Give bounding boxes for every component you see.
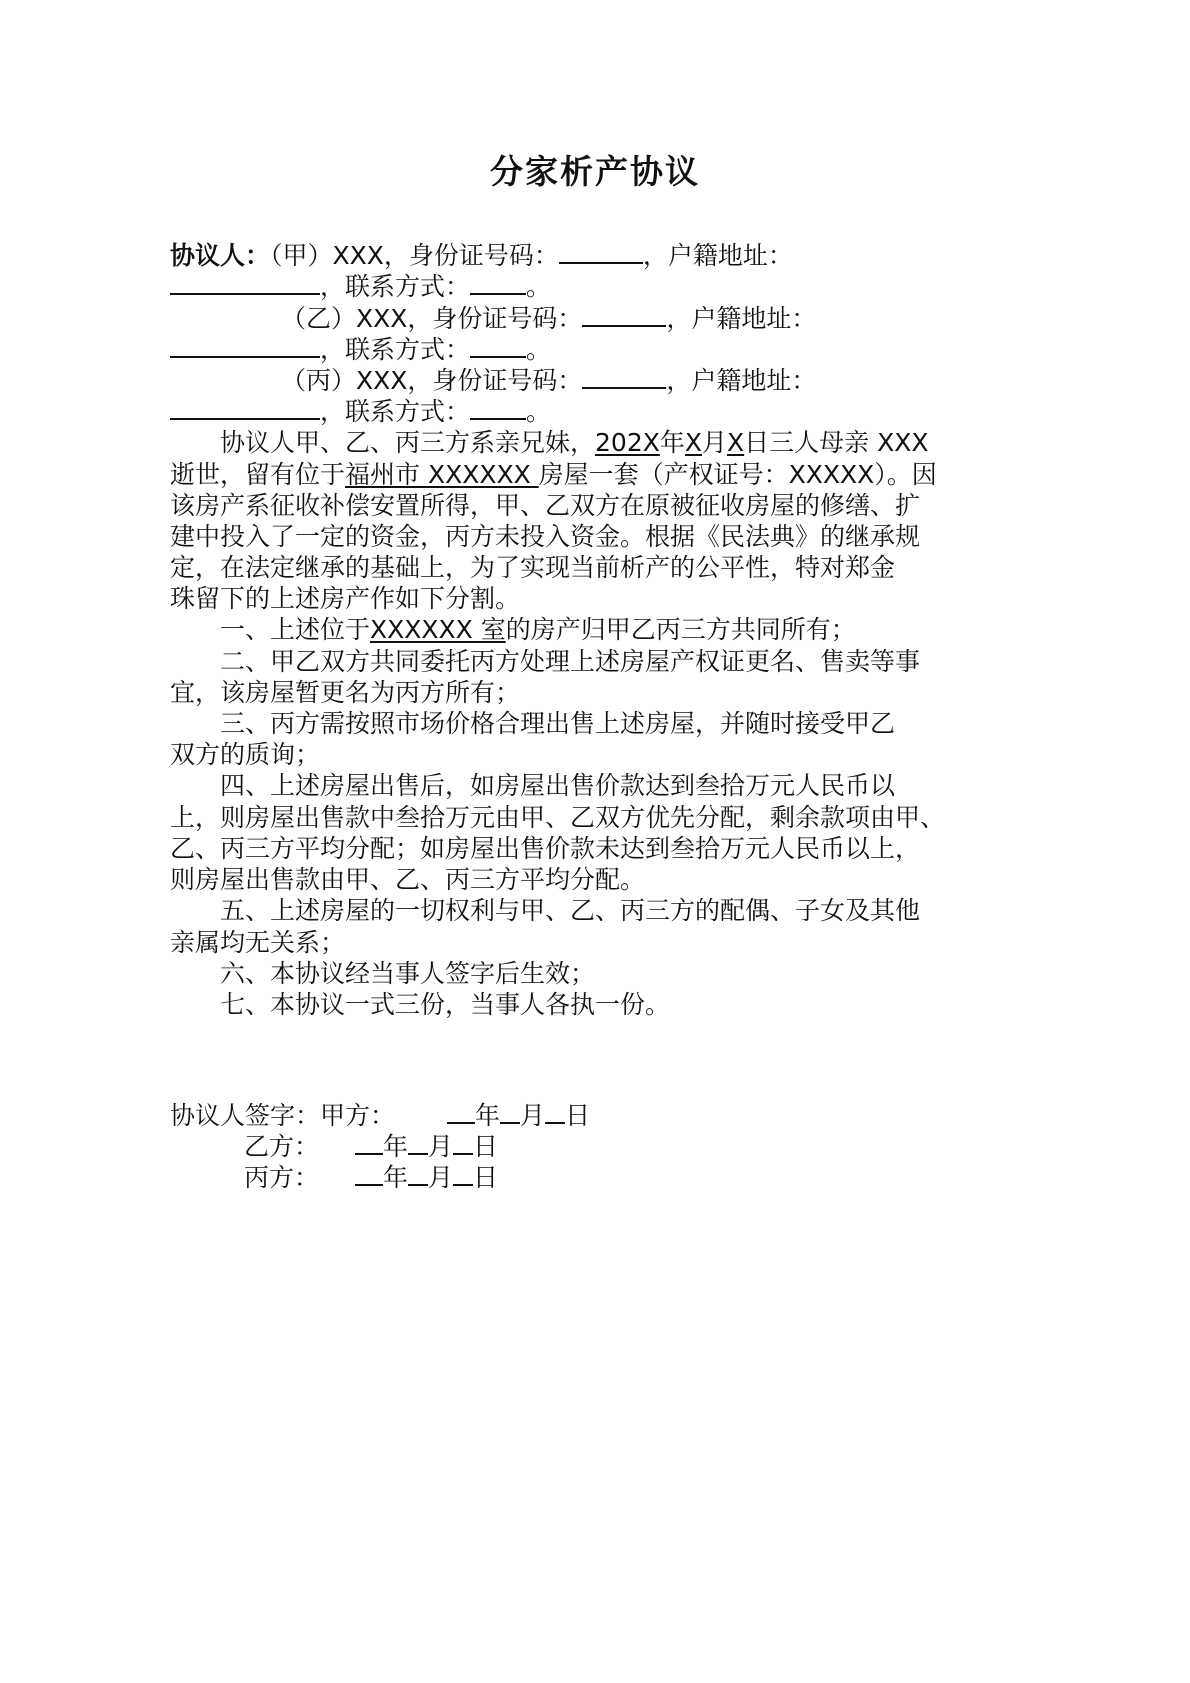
body-line-4: 建中投入了一定的资金，丙方未投入资金。根据《民法典》的继承规 <box>170 522 921 551</box>
body-text: 年 <box>659 428 685 457</box>
body-text: 月 <box>702 428 728 457</box>
signature-jia-month-blank[interactable] <box>500 1100 520 1124</box>
clause-5-line-1: 五、上述房屋的一切权利与甲、乙、丙三方的配偶、子女及其他 <box>220 896 921 925</box>
clause-3-line-2: 双方的质询； <box>170 740 321 769</box>
party-jia-addr-label: ，户籍地址： <box>642 241 793 270</box>
year-label: 年 <box>383 1163 409 1192</box>
body-line-5: 定，在法定继承的基础上，为了实现当前析产的公平性，特对郑金 <box>170 553 896 582</box>
clause-2-line-1: 二、甲乙双方共同委托丙方处理上述房屋产权证更名、售卖等事 <box>220 647 921 676</box>
party-bing-line1 <box>281 364 816 398</box>
body-text: 逝世，留有位于 <box>170 460 346 489</box>
signature-jia-label: 甲方： <box>320 1101 396 1130</box>
party-yi-line1 <box>281 302 816 336</box>
signature-jia-year-blank[interactable] <box>447 1100 475 1124</box>
party-bing-line2 <box>170 395 551 429</box>
clause-text: 一、上述位于 <box>220 615 371 644</box>
party-yi-contact-blank[interactable] <box>470 334 526 358</box>
signature-bing-year-blank[interactable] <box>355 1162 383 1186</box>
clause-7: 七、本协议一式三份，当事人各执一份。 <box>220 990 671 1019</box>
body-text: 协议人甲、乙、丙三方系亲兄妹， <box>220 428 596 457</box>
party-jia-contact-label: ，联系方式： <box>320 272 471 301</box>
date-year: 202X <box>595 428 660 457</box>
year-label: 年 <box>475 1101 501 1130</box>
month-label: 月 <box>428 1163 454 1192</box>
party-yi-contact-label: ，联系方式： <box>320 335 471 364</box>
signature-bing-month-blank[interactable] <box>408 1162 428 1186</box>
date-day: X <box>727 428 745 457</box>
clause-1 <box>220 613 856 647</box>
signature-yi-label: 乙方： <box>244 1132 320 1161</box>
month-label: 月 <box>428 1132 454 1161</box>
clause-text: 的房产归甲乙丙三方共同所有； <box>505 615 856 644</box>
party-yi-address-blank[interactable] <box>170 334 320 358</box>
party-bing-prefix: （丙）XXX，身份证号码： <box>281 366 583 395</box>
party-jia-end: 。 <box>526 272 552 301</box>
body-line-3: 该房产系征收补偿安置所得，甲、乙双方在原被征收房屋的修缮、扩 <box>170 491 921 520</box>
party-jia-id-blank[interactable] <box>559 240 643 264</box>
signature-yi-month-blank[interactable] <box>408 1131 428 1155</box>
document-title: 分家析产协议 <box>490 152 700 191</box>
signature-yi-line <box>244 1130 498 1164</box>
body-line-6: 珠留下的上述房产作如下分割。 <box>170 584 521 613</box>
property-location: 福州市 XXXXXX <box>345 460 539 489</box>
clause-4-line-2: 上，则房屋出售款中叁拾万元由甲、乙双方优先分配，剩余款项由甲、 <box>170 803 946 832</box>
clause-4-line-1: 四、上述房屋出售后，如房屋出售价款达到叁拾万元人民币以 <box>220 771 896 800</box>
party-bing-contact-label: ，联系方式： <box>320 397 471 426</box>
party-bing-id-blank[interactable] <box>582 365 666 389</box>
signature-yi-day-blank[interactable] <box>453 1131 473 1155</box>
party-bing-contact-blank[interactable] <box>470 396 526 420</box>
party-yi-id-blank[interactable] <box>582 303 666 327</box>
body-text: 房屋一套（产权证号：XXXXX）。因 <box>538 460 937 489</box>
parties-label: 协议人： <box>170 241 271 270</box>
party-yi-end: 。 <box>526 335 552 364</box>
party-jia-prefix: （甲）XXX，身份证号码： <box>270 241 559 270</box>
room-number: XXXXXX 室 <box>370 615 506 644</box>
signature-yi-year-blank[interactable] <box>355 1131 383 1155</box>
clause-2-line-2: 宜，该房屋暂更名为丙方所有； <box>170 678 521 707</box>
party-jia-line1 <box>170 239 793 273</box>
party-yi-line2 <box>170 333 551 367</box>
day-label: 日 <box>473 1132 499 1161</box>
clause-4-line-4: 则房屋出售款由甲、乙、丙三方平均分配。 <box>170 865 646 894</box>
clause-3-line-1: 三、丙方需按照市场价格合理出售上述房屋，并随时接受甲乙 <box>220 709 896 738</box>
party-jia-contact-blank[interactable] <box>470 271 526 295</box>
signature-bing-line <box>244 1161 498 1195</box>
signature-label: 协议人签字： <box>170 1101 321 1130</box>
year-label: 年 <box>383 1132 409 1161</box>
body-line-2 <box>170 458 937 492</box>
body-text: 日三人母亲 XXX <box>744 428 929 457</box>
clause-4-line-3: 乙、丙三方平均分配；如房屋出售价款未达到叁拾万元人民币以上， <box>170 834 921 863</box>
party-yi-prefix: （乙）XXX，身份证号码： <box>281 304 583 333</box>
signature-jia-line <box>170 1099 590 1133</box>
party-jia-line2 <box>170 270 551 304</box>
signature-jia-day-blank[interactable] <box>545 1100 565 1124</box>
signature-bing-day-blank[interactable] <box>453 1162 473 1186</box>
body-line-1 <box>220 426 929 460</box>
signature-bing-label: 丙方： <box>244 1163 320 1192</box>
date-month: X <box>684 428 703 457</box>
day-label: 日 <box>565 1101 591 1130</box>
party-bing-addr-label: ，户籍地址： <box>666 366 817 395</box>
party-bing-address-blank[interactable] <box>170 396 320 420</box>
month-label: 月 <box>520 1101 546 1130</box>
party-jia-address-blank[interactable] <box>170 271 320 295</box>
party-bing-end: 。 <box>526 397 552 426</box>
clause-5-line-2: 亲属均无关系； <box>170 928 346 957</box>
clause-6: 六、本协议经当事人签字后生效； <box>220 959 596 988</box>
party-yi-addr-label: ，户籍地址： <box>666 304 817 333</box>
day-label: 日 <box>473 1163 499 1192</box>
